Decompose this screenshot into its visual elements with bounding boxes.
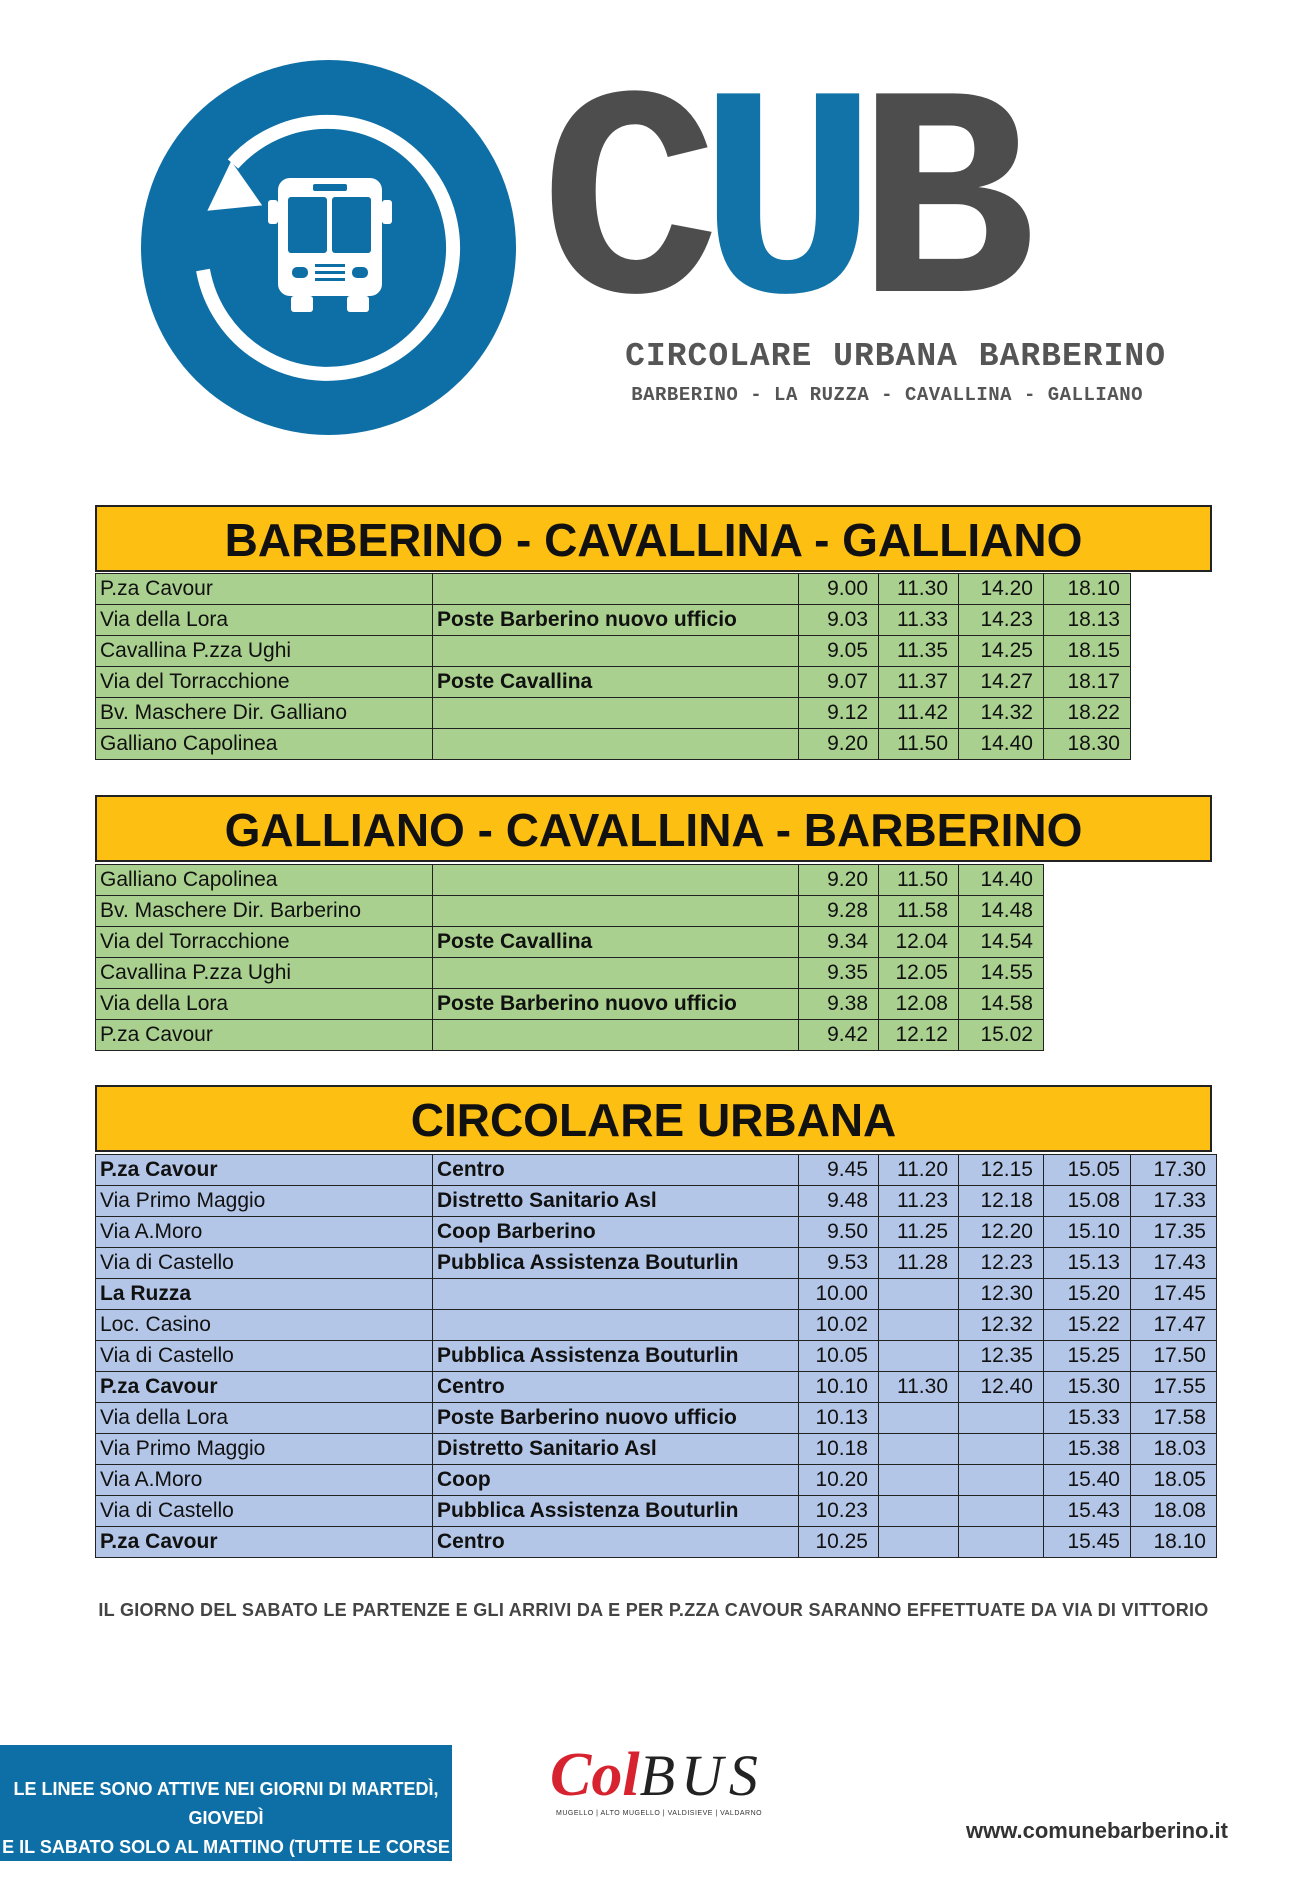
departure-time [879,1279,959,1310]
colbus-bus: BUS [639,1743,764,1808]
departure-time: 11.25 [879,1217,959,1248]
table-row [96,1186,1217,1217]
departure-time: 12.04 [879,927,959,958]
stop-name: Galliano Capolinea [96,865,433,896]
stop-landmark [433,865,799,896]
departure-time: 9.53 [799,1248,879,1279]
footer-line-2: E IL SABATO SOLO AL MATTINO (TUTTE LE CORSE ENTRO LE 13) [2,1837,450,1886]
colbus-logo [550,1740,764,1817]
logo-circle [141,60,516,435]
departure-time: 14.48 [959,896,1044,927]
table-row [96,958,1044,989]
departure-time: 11.33 [879,605,959,636]
table-row [96,1434,1217,1465]
departure-time [879,1403,959,1434]
departure-time: 10.25 [799,1527,879,1558]
stop-landmark: Pubblica Assistenza Bouturlin [433,1341,799,1372]
stop-landmark: Pubblica Assistenza Bouturlin [433,1496,799,1527]
stop-name: Via di Castello [96,1248,433,1279]
stop-name: Cavallina P.zza Ughi [96,958,433,989]
departure-time: 15.02 [959,1020,1044,1051]
departure-time: 12.18 [959,1186,1044,1217]
table-row [96,1341,1217,1372]
departure-time: 17.55 [1131,1372,1217,1403]
stop-landmark: Poste Cavallina [433,927,799,958]
departure-time: 17.45 [1131,1279,1217,1310]
stop-landmark: Poste Barberino nuovo ufficio [433,605,799,636]
departure-time: 11.30 [879,1372,959,1403]
route-subtitle: BARBERINO - LA RUZZA - CAVALLINA - GALLIANO [631,384,1143,406]
departure-time: 12.15 [959,1155,1044,1186]
departure-time: 15.08 [1044,1186,1131,1217]
departure-time [879,1465,959,1496]
stop-landmark: Distretto Sanitario Asl [433,1186,799,1217]
departure-time: 14.55 [959,958,1044,989]
brand-b: B [856,42,1015,382]
departure-time: 18.30 [1044,729,1131,760]
stop-landmark: Centro [433,1527,799,1558]
stop-name: P.za Cavour [96,1020,433,1051]
departure-time: 18.17 [1044,667,1131,698]
departure-time: 9.07 [799,667,879,698]
bus-loop-icon [141,60,516,435]
departure-time [879,1341,959,1372]
departure-time: 18.22 [1044,698,1131,729]
table-row [96,927,1044,958]
stop-landmark: Poste Barberino nuovo ufficio [433,989,799,1020]
stop-name: Galliano Capolinea [96,729,433,760]
departure-time [959,1496,1044,1527]
departure-time: 11.50 [879,865,959,896]
departure-time: 10.02 [799,1310,879,1341]
departure-time: 17.43 [1131,1248,1217,1279]
departure-time [879,1496,959,1527]
stop-name: P.za Cavour [96,1527,433,1558]
departure-time: 9.05 [799,636,879,667]
table-row [96,1248,1217,1279]
departure-time: 17.30 [1131,1155,1217,1186]
table-row [96,865,1044,896]
departure-time: 14.54 [959,927,1044,958]
stop-landmark [433,729,799,760]
stop-name: Via Primo Maggio [96,1434,433,1465]
departure-time: 11.30 [879,574,959,605]
stop-landmark: Distretto Sanitario Asl [433,1434,799,1465]
departure-time: 12.32 [959,1310,1044,1341]
departure-time [959,1465,1044,1496]
stop-name: P.za Cavour [96,1372,433,1403]
stop-landmark [433,1020,799,1051]
departure-time: 12.12 [879,1020,959,1051]
table-row [96,1279,1217,1310]
table-row [96,989,1044,1020]
stop-landmark: Poste Barberino nuovo ufficio [433,1403,799,1434]
departure-time: 14.32 [959,698,1044,729]
table-row [96,636,1131,667]
departure-time: 10.20 [799,1465,879,1496]
colbus-tagline: MUGELLO | ALTO MUGELLO | VALDISIEVE | VALDARNO [556,1810,763,1817]
timetable-barberino-galliano [95,573,1131,760]
stop-landmark [433,1279,799,1310]
departure-time: 18.08 [1131,1496,1217,1527]
departure-time [879,1310,959,1341]
stop-name: Bv. Maschere Dir. Galliano [96,698,433,729]
departure-time: 9.45 [799,1155,879,1186]
stop-landmark [433,896,799,927]
stop-name: Via del Torracchione [96,927,433,958]
departure-time: 12.08 [879,989,959,1020]
departure-time: 11.28 [879,1248,959,1279]
departure-time: 9.28 [799,896,879,927]
stop-name: Via di Castello [96,1341,433,1372]
footer-info-box [0,1745,452,1886]
departure-time: 10.10 [799,1372,879,1403]
departure-time: 18.05 [1131,1465,1217,1496]
departure-time: 15.33 [1044,1403,1131,1434]
departure-time: 15.38 [1044,1434,1131,1465]
departure-time [959,1403,1044,1434]
departure-time: 10.00 [799,1279,879,1310]
departure-time: 11.58 [879,896,959,927]
departure-time: 14.27 [959,667,1044,698]
timetable-circolare-urbana [95,1154,1217,1558]
departure-time: 15.10 [1044,1217,1131,1248]
stop-name: Via A.Moro [96,1465,433,1496]
departure-time: 11.42 [879,698,959,729]
stop-landmark [433,698,799,729]
departure-time: 17.58 [1131,1403,1217,1434]
departure-time: 14.25 [959,636,1044,667]
departure-time: 18.10 [1131,1527,1217,1558]
stop-name: P.za Cavour [96,1155,433,1186]
departure-time: 9.48 [799,1186,879,1217]
stop-landmark [433,574,799,605]
stop-landmark: Centro [433,1155,799,1186]
departure-time: 11.35 [879,636,959,667]
timetable-galliano-barberino [95,864,1044,1051]
brand-u: U [698,42,857,382]
departure-time: 12.05 [879,958,959,989]
departure-time: 12.30 [959,1279,1044,1310]
colbus-col: Col [550,1741,640,1809]
departure-time: 11.50 [879,729,959,760]
stop-name: Via del Torracchione [96,667,433,698]
departure-time [879,1527,959,1558]
stop-name: Via Primo Maggio [96,1186,433,1217]
section-title-circolare-urbana: CIRCOLARE URBANA [95,1085,1212,1152]
departure-time: 14.40 [959,865,1044,896]
departure-time: 12.20 [959,1217,1044,1248]
departure-time: 18.10 [1044,574,1131,605]
departure-time: 15.43 [1044,1496,1131,1527]
departure-time: 10.05 [799,1341,879,1372]
departure-time [959,1527,1044,1558]
stop-landmark: Coop Barberino [433,1217,799,1248]
departure-time: 15.40 [1044,1465,1131,1496]
stop-name: Cavallina P.zza Ughi [96,636,433,667]
table-row [96,698,1131,729]
departure-time: 9.20 [799,865,879,896]
departure-time: 9.50 [799,1217,879,1248]
departure-time: 12.35 [959,1341,1044,1372]
departure-time: 17.50 [1131,1341,1217,1372]
table-row [96,1372,1217,1403]
departure-time: 15.45 [1044,1527,1131,1558]
departure-time: 14.40 [959,729,1044,760]
table-row [96,667,1131,698]
departure-time: 18.13 [1044,605,1131,636]
departure-time: 12.40 [959,1372,1044,1403]
subtitle: CIRCOLARE URBANA BARBERINO [625,338,1166,375]
stop-landmark: Centro [433,1372,799,1403]
departure-time: 9.12 [799,698,879,729]
table-row [96,1527,1217,1558]
stop-name: Loc. Casino [96,1310,433,1341]
departure-time: 11.23 [879,1186,959,1217]
table-row [96,1155,1217,1186]
section-title-galliano-barberino: GALLIANO - CAVALLINA - BARBERINO [95,795,1212,862]
table-row [96,574,1131,605]
footer-line-1: LE LINEE SONO ATTIVE NEI GIORNI DI MARTEDÌ, GIOVEDÌ [13,1779,439,1828]
table-row [96,605,1131,636]
departure-time: 9.34 [799,927,879,958]
departure-time: 14.58 [959,989,1044,1020]
departure-time [959,1434,1044,1465]
table-row [96,1496,1217,1527]
stop-landmark: Coop [433,1465,799,1496]
stop-name: Via A.Moro [96,1217,433,1248]
departure-time: 15.22 [1044,1310,1131,1341]
departure-time: 10.23 [799,1496,879,1527]
departure-time: 9.38 [799,989,879,1020]
departure-time: 9.20 [799,729,879,760]
departure-time: 9.00 [799,574,879,605]
section-title-barberino-galliano: BARBERINO - CAVALLINA - GALLIANO [95,505,1212,572]
stop-name: Via di Castello [96,1496,433,1527]
departure-time: 17.35 [1131,1217,1217,1248]
departure-time: 14.23 [959,605,1044,636]
table-row [96,1310,1217,1341]
stop-landmark: Poste Cavallina [433,667,799,698]
table-row [96,896,1044,927]
departure-time [879,1434,959,1465]
stop-name: La Ruzza [96,1279,433,1310]
stop-name: Via della Lora [96,989,433,1020]
departure-time: 17.47 [1131,1310,1217,1341]
table-row [96,1217,1217,1248]
departure-time: 18.15 [1044,636,1131,667]
table-row [96,1465,1217,1496]
table-row [96,1020,1044,1051]
departure-time: 10.13 [799,1403,879,1434]
departure-time: 10.18 [799,1434,879,1465]
saturday-note: IL GIORNO DEL SABATO LE PARTENZE E GLI ARRIVI DA E PER P.ZZA CAVOUR SARANNO EFFETTUATE DA VIA DI VITTORIO [98,1600,1209,1620]
departure-time: 15.20 [1044,1279,1131,1310]
stop-landmark [433,1310,799,1341]
departure-time: 12.23 [959,1248,1044,1279]
departure-time: 11.37 [879,667,959,698]
table-row [96,1403,1217,1434]
departure-time: 9.35 [799,958,879,989]
stop-landmark [433,958,799,989]
brand-c: C [540,42,699,382]
departure-time: 15.30 [1044,1372,1131,1403]
departure-time: 15.25 [1044,1341,1131,1372]
stop-landmark [433,636,799,667]
stop-name: Via della Lora [96,1403,433,1434]
departure-time: 15.05 [1044,1155,1131,1186]
stop-name: Via della Lora [96,605,433,636]
departure-time: 17.33 [1131,1186,1217,1217]
stop-name: Bv. Maschere Dir. Barberino [96,896,433,927]
website-link[interactable]: www.comunebarberino.it [966,1818,1228,1843]
departure-time: 14.20 [959,574,1044,605]
departure-time: 9.03 [799,605,879,636]
table-row [96,729,1131,760]
departure-time: 18.03 [1131,1434,1217,1465]
stop-name: P.za Cavour [96,574,433,605]
departure-time: 11.20 [879,1155,959,1186]
departure-time: 9.42 [799,1020,879,1051]
stop-landmark: Pubblica Assistenza Bouturlin [433,1248,799,1279]
departure-time: 15.13 [1044,1248,1131,1279]
